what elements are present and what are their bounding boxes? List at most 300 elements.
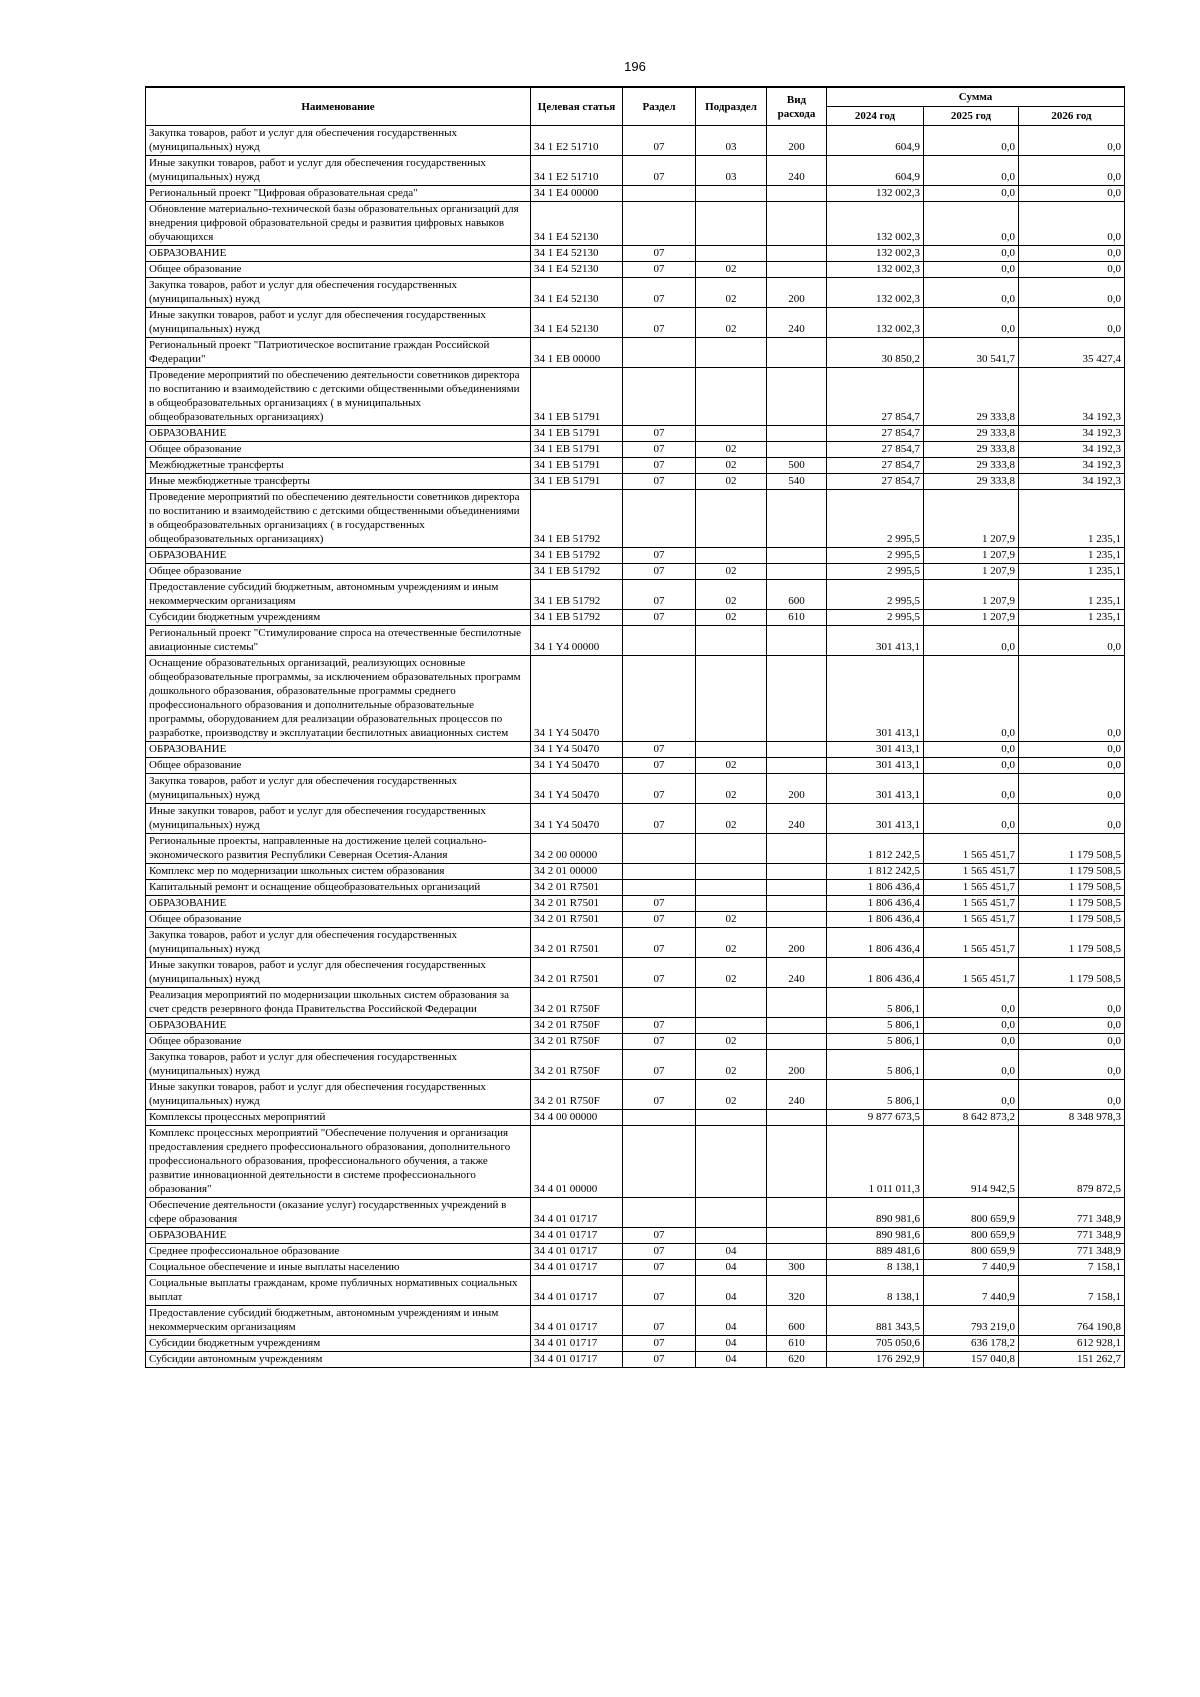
row-target-article: 34 1 E4 52130 (531, 278, 623, 308)
header-section: Раздел (623, 87, 696, 126)
row-subsection (696, 1018, 767, 1034)
row-expense-type (767, 758, 827, 774)
row-sum-2026: 612 928,1 (1019, 1336, 1125, 1352)
row-sum-2026: 34 192,3 (1019, 442, 1125, 458)
row-sum-2026: 1 179 508,5 (1019, 864, 1125, 880)
row-name: Обеспечение деятельности (оказание услуг) государственных учреждений в сфере образования (146, 1198, 531, 1228)
row-sum-2026: 879 872,5 (1019, 1126, 1125, 1198)
row-sum-2025: 0,0 (924, 308, 1019, 338)
row-subsection: 02 (696, 278, 767, 308)
row-sum-2026: 35 427,4 (1019, 338, 1125, 368)
row-subsection (696, 368, 767, 426)
row-name: Социальное обеспечение и иные выплаты населению (146, 1260, 531, 1276)
row-section (623, 626, 696, 656)
row-name: Закупка товаров, работ и услуг для обеспечения государственных (муниципальных) нужд (146, 928, 531, 958)
row-expense-type (767, 490, 827, 548)
row-sum-2026: 1 179 508,5 (1019, 912, 1125, 928)
row-expense-type: 240 (767, 308, 827, 338)
row-name: Иные межбюджетные трансферты (146, 474, 531, 490)
row-sum-2024: 27 854,7 (827, 474, 924, 490)
row-expense-type: 600 (767, 1306, 827, 1336)
row-sum-2024: 889 481,6 (827, 1244, 924, 1260)
row-sum-2025: 29 333,8 (924, 474, 1019, 490)
row-name: Межбюджетные трансферты (146, 458, 531, 474)
row-name: Обновление материально-технической базы образовательных организаций для внедрения цифровой образовательной среды и развития цифровых навыков обучающихся (146, 202, 531, 246)
row-sum-2026: 0,0 (1019, 656, 1125, 742)
row-subsection: 02 (696, 758, 767, 774)
row-section: 07 (623, 156, 696, 186)
row-subsection (696, 1228, 767, 1244)
row-target-article: 34 4 01 01717 (531, 1352, 623, 1368)
row-sum-2024: 2 995,5 (827, 564, 924, 580)
row-sum-2026: 0,0 (1019, 308, 1125, 338)
row-sum-2026: 0,0 (1019, 742, 1125, 758)
row-sum-2024: 301 413,1 (827, 774, 924, 804)
row-subsection: 03 (696, 126, 767, 156)
row-sum-2024: 1 806 436,4 (827, 880, 924, 896)
row-expense-type (767, 1110, 827, 1126)
row-sum-2025: 7 440,9 (924, 1276, 1019, 1306)
row-subsection: 02 (696, 580, 767, 610)
table-row (146, 774, 1125, 804)
row-target-article: 34 2 01 R7501 (531, 958, 623, 988)
row-expense-type (767, 246, 827, 262)
row-section: 07 (623, 126, 696, 156)
table-row (146, 1080, 1125, 1110)
row-target-article: 34 4 01 01717 (531, 1336, 623, 1352)
row-sum-2025: 1 207,9 (924, 548, 1019, 564)
row-target-article: 34 1 E4 52130 (531, 308, 623, 338)
row-target-article: 34 2 01 R7501 (531, 912, 623, 928)
row-sum-2024: 890 981,6 (827, 1228, 924, 1244)
table-row (146, 626, 1125, 656)
row-sum-2024: 1 806 436,4 (827, 896, 924, 912)
row-name: Общее образование (146, 442, 531, 458)
row-sum-2026: 0,0 (1019, 126, 1125, 156)
row-target-article: 34 4 01 01717 (531, 1306, 623, 1336)
row-section: 07 (623, 1034, 696, 1050)
row-target-article: 34 1 EB 51791 (531, 474, 623, 490)
row-subsection: 02 (696, 474, 767, 490)
header-expense-type: Вид расхода (767, 87, 827, 126)
row-sum-2025: 0,0 (924, 278, 1019, 308)
row-name: Субсидии бюджетным учреждениям (146, 610, 531, 626)
table-row (146, 610, 1125, 626)
row-subsection (696, 426, 767, 442)
row-sum-2025: 0,0 (924, 742, 1019, 758)
row-subsection (696, 864, 767, 880)
row-sum-2025: 0,0 (924, 626, 1019, 656)
row-name: Закупка товаров, работ и услуг для обеспечения государственных (муниципальных) нужд (146, 126, 531, 156)
row-sum-2025: 1 565 451,7 (924, 928, 1019, 958)
row-section: 07 (623, 758, 696, 774)
row-subsection (696, 880, 767, 896)
table-row (146, 308, 1125, 338)
row-expense-type: 240 (767, 958, 827, 988)
table-row (146, 246, 1125, 262)
row-sum-2024: 8 138,1 (827, 1276, 924, 1306)
table-row (146, 1276, 1125, 1306)
row-section (623, 880, 696, 896)
row-sum-2024: 132 002,3 (827, 246, 924, 262)
row-section: 07 (623, 958, 696, 988)
row-subsection (696, 1110, 767, 1126)
row-name: Региональный проект "Патриотическое воспитание граждан Российской Федерации" (146, 338, 531, 368)
row-sum-2024: 1 812 242,5 (827, 834, 924, 864)
row-sum-2024: 27 854,7 (827, 458, 924, 474)
row-target-article: 34 1 EB 51791 (531, 442, 623, 458)
row-name: Общее образование (146, 758, 531, 774)
row-expense-type (767, 1018, 827, 1034)
row-sum-2024: 30 850,2 (827, 338, 924, 368)
row-sum-2026: 1 179 508,5 (1019, 928, 1125, 958)
row-target-article: 34 1 E4 00000 (531, 186, 623, 202)
row-sum-2026: 1 179 508,5 (1019, 834, 1125, 864)
row-sum-2025: 7 440,9 (924, 1260, 1019, 1276)
row-sum-2026: 0,0 (1019, 1034, 1125, 1050)
row-sum-2025: 157 040,8 (924, 1352, 1019, 1368)
table-row (146, 442, 1125, 458)
row-sum-2025: 793 219,0 (924, 1306, 1019, 1336)
table-row (146, 156, 1125, 186)
row-subsection: 02 (696, 262, 767, 278)
table-row (146, 1228, 1125, 1244)
row-subsection (696, 202, 767, 246)
row-subsection: 04 (696, 1352, 767, 1368)
row-target-article: 34 2 01 R750F (531, 988, 623, 1018)
table-row (146, 1018, 1125, 1034)
row-section (623, 1110, 696, 1126)
row-target-article: 34 1 Y4 50470 (531, 774, 623, 804)
row-sum-2024: 132 002,3 (827, 262, 924, 278)
row-subsection: 02 (696, 928, 767, 958)
row-target-article: 34 2 01 R7501 (531, 928, 623, 958)
row-sum-2025: 0,0 (924, 656, 1019, 742)
row-name: Капитальный ремонт и оснащение общеобразовательных организаций (146, 880, 531, 896)
row-sum-2025: 1 565 451,7 (924, 958, 1019, 988)
row-section: 07 (623, 1260, 696, 1276)
row-section: 07 (623, 548, 696, 564)
row-name: Субсидии автономным учреждениям (146, 1352, 531, 1368)
row-name: ОБРАЗОВАНИЕ (146, 246, 531, 262)
row-sum-2026: 771 348,9 (1019, 1228, 1125, 1244)
row-section: 07 (623, 1080, 696, 1110)
header-name: Наименование (146, 87, 531, 126)
row-sum-2025: 0,0 (924, 988, 1019, 1018)
row-section: 07 (623, 1336, 696, 1352)
row-expense-type (767, 896, 827, 912)
row-target-article: 34 2 01 R750F (531, 1018, 623, 1034)
row-target-article: 34 2 01 00000 (531, 864, 623, 880)
row-sum-2025: 1 207,9 (924, 580, 1019, 610)
row-subsection: 02 (696, 804, 767, 834)
table-row (146, 186, 1125, 202)
row-expense-type (767, 864, 827, 880)
row-target-article: 34 1 E2 51710 (531, 156, 623, 186)
row-subsection: 02 (696, 458, 767, 474)
row-sum-2025: 1 207,9 (924, 610, 1019, 626)
row-section (623, 864, 696, 880)
row-sum-2025: 29 333,8 (924, 426, 1019, 442)
row-subsection: 02 (696, 774, 767, 804)
row-sum-2025: 0,0 (924, 1034, 1019, 1050)
row-section: 07 (623, 458, 696, 474)
row-sum-2026: 34 192,3 (1019, 368, 1125, 426)
table-row (146, 580, 1125, 610)
row-sum-2026: 1 235,1 (1019, 564, 1125, 580)
table-row (146, 1352, 1125, 1368)
row-sum-2025: 1 565 451,7 (924, 834, 1019, 864)
table-row (146, 880, 1125, 896)
row-name: Реализация мероприятий по модернизации школьных систем образования за счет средств резервного фонда Правительства Российской Федерации (146, 988, 531, 1018)
row-sum-2024: 2 995,5 (827, 548, 924, 564)
row-name: ОБРАЗОВАНИЕ (146, 1018, 531, 1034)
row-sum-2026: 7 158,1 (1019, 1260, 1125, 1276)
row-subsection (696, 548, 767, 564)
row-subsection (696, 186, 767, 202)
table-row (146, 1260, 1125, 1276)
row-name: Закупка товаров, работ и услуг для обеспечения государственных (муниципальных) нужд (146, 1050, 531, 1080)
row-subsection: 04 (696, 1336, 767, 1352)
row-sum-2024: 1 806 436,4 (827, 958, 924, 988)
row-section (623, 834, 696, 864)
row-expense-type (767, 912, 827, 928)
row-sum-2026: 0,0 (1019, 262, 1125, 278)
row-sum-2024: 176 292,9 (827, 1352, 924, 1368)
row-sum-2024: 705 050,6 (827, 1336, 924, 1352)
row-target-article: 34 1 EB 51791 (531, 426, 623, 442)
row-sum-2024: 132 002,3 (827, 202, 924, 246)
row-sum-2025: 0,0 (924, 262, 1019, 278)
table-row (146, 912, 1125, 928)
row-sum-2024: 1 812 242,5 (827, 864, 924, 880)
row-target-article: 34 1 EB 51792 (531, 580, 623, 610)
row-sum-2026: 0,0 (1019, 202, 1125, 246)
row-sum-2025: 0,0 (924, 774, 1019, 804)
row-name: Общее образование (146, 1034, 531, 1050)
row-section: 07 (623, 1352, 696, 1368)
row-target-article: 34 2 01 R750F (531, 1034, 623, 1050)
row-expense-type (767, 880, 827, 896)
row-name: Иные закупки товаров, работ и услуг для обеспечения государственных (муниципальных) нужд (146, 308, 531, 338)
row-sum-2026: 0,0 (1019, 246, 1125, 262)
row-name: Комплексы процессных мероприятий (146, 1110, 531, 1126)
row-expense-type: 200 (767, 126, 827, 156)
row-name: Среднее профессиональное образование (146, 1244, 531, 1260)
row-sum-2025: 29 333,8 (924, 368, 1019, 426)
row-target-article: 34 1 EB 00000 (531, 338, 623, 368)
header-year-2026: 2026 год (1019, 107, 1125, 126)
row-sum-2025: 1 207,9 (924, 564, 1019, 580)
row-sum-2025: 0,0 (924, 126, 1019, 156)
row-sum-2025: 0,0 (924, 246, 1019, 262)
row-section: 07 (623, 474, 696, 490)
row-target-article: 34 4 01 01717 (531, 1198, 623, 1228)
row-name: Комплекс мер по модернизации школьных систем образования (146, 864, 531, 880)
row-expense-type (767, 626, 827, 656)
row-expense-type (767, 548, 827, 564)
row-target-article: 34 1 Y4 50470 (531, 758, 623, 774)
row-sum-2025: 1 565 451,7 (924, 912, 1019, 928)
row-section (623, 656, 696, 742)
row-sum-2024: 301 413,1 (827, 804, 924, 834)
row-name: Закупка товаров, работ и услуг для обеспечения государственных (муниципальных) нужд (146, 278, 531, 308)
row-name: Закупка товаров, работ и услуг для обеспечения государственных (муниципальных) нужд (146, 774, 531, 804)
row-sum-2026: 0,0 (1019, 1080, 1125, 1110)
row-name: ОБРАЗОВАНИЕ (146, 548, 531, 564)
row-target-article: 34 1 EB 51791 (531, 458, 623, 474)
row-sum-2024: 301 413,1 (827, 656, 924, 742)
row-sum-2025: 8 642 873,2 (924, 1110, 1019, 1126)
row-sum-2026: 1 179 508,5 (1019, 958, 1125, 988)
row-section: 07 (623, 912, 696, 928)
table-row (146, 1244, 1125, 1260)
row-section (623, 1126, 696, 1198)
row-subsection: 04 (696, 1306, 767, 1336)
row-subsection: 02 (696, 610, 767, 626)
row-section: 07 (623, 246, 696, 262)
row-sum-2024: 301 413,1 (827, 758, 924, 774)
table-row (146, 548, 1125, 564)
row-sum-2026: 764 190,8 (1019, 1306, 1125, 1336)
row-sum-2024: 1 806 436,4 (827, 928, 924, 958)
row-sum-2026: 0,0 (1019, 774, 1125, 804)
row-sum-2026: 1 179 508,5 (1019, 880, 1125, 896)
row-sum-2026: 0,0 (1019, 758, 1125, 774)
row-sum-2026: 1 235,1 (1019, 490, 1125, 548)
row-target-article: 34 4 01 01717 (531, 1260, 623, 1276)
row-sum-2025: 1 207,9 (924, 490, 1019, 548)
table-row (146, 988, 1125, 1018)
row-section: 07 (623, 896, 696, 912)
table-row (146, 864, 1125, 880)
page-number: 196 (624, 59, 646, 74)
row-target-article: 34 4 01 00000 (531, 1126, 623, 1198)
table-row (146, 834, 1125, 864)
row-name: Предоставление субсидий бюджетным, автономным учреждениям и иным некоммерческим организациям (146, 580, 531, 610)
row-expense-type (767, 1198, 827, 1228)
row-sum-2026: 0,0 (1019, 278, 1125, 308)
row-target-article: 34 4 01 01717 (531, 1228, 623, 1244)
row-name: Предоставление субсидий бюджетным, автономным учреждениям и иным некоммерческим организациям (146, 1306, 531, 1336)
row-sum-2025: 1 565 451,7 (924, 864, 1019, 880)
row-expense-type: 200 (767, 928, 827, 958)
row-sum-2024: 27 854,7 (827, 442, 924, 458)
row-target-article: 34 4 01 01717 (531, 1276, 623, 1306)
row-section: 07 (623, 928, 696, 958)
row-sum-2026: 151 262,7 (1019, 1352, 1125, 1368)
row-section: 07 (623, 1018, 696, 1034)
row-sum-2026: 771 348,9 (1019, 1244, 1125, 1260)
table-row (146, 1126, 1125, 1198)
row-name: Проведение мероприятий по обеспечению деятельности советников директора по воспитанию и взаимодействию с детскими общественными объединениями в общеобразовательных организациях ( в муниципальных общеобразовательных организациях) (146, 368, 531, 426)
row-sum-2026: 7 158,1 (1019, 1276, 1125, 1306)
row-sum-2025: 0,0 (924, 804, 1019, 834)
row-sum-2026: 0,0 (1019, 156, 1125, 186)
row-sum-2026: 0,0 (1019, 1050, 1125, 1080)
row-subsection (696, 490, 767, 548)
row-expense-type (767, 338, 827, 368)
row-subsection: 02 (696, 308, 767, 338)
row-subsection (696, 988, 767, 1018)
row-subsection: 02 (696, 958, 767, 988)
row-sum-2024: 604,9 (827, 126, 924, 156)
row-section: 07 (623, 774, 696, 804)
row-sum-2025: 29 333,8 (924, 458, 1019, 474)
row-target-article: 34 1 E4 52130 (531, 246, 623, 262)
row-sum-2024: 301 413,1 (827, 626, 924, 656)
row-target-article: 34 1 E4 52130 (531, 202, 623, 246)
table-row (146, 758, 1125, 774)
table-row (146, 564, 1125, 580)
row-name: Общее образование (146, 912, 531, 928)
row-sum-2024: 890 981,6 (827, 1198, 924, 1228)
row-sum-2024: 1 806 436,4 (827, 912, 924, 928)
row-section: 07 (623, 804, 696, 834)
row-target-article: 34 1 Y4 50470 (531, 804, 623, 834)
row-name: Региональный проект "Цифровая образовательная среда" (146, 186, 531, 202)
row-sum-2026: 1 235,1 (1019, 610, 1125, 626)
row-sum-2025: 1 565 451,7 (924, 896, 1019, 912)
row-subsection: 02 (696, 442, 767, 458)
row-expense-type: 240 (767, 156, 827, 186)
row-name: Иные закупки товаров, работ и услуг для обеспечения государственных (муниципальных) нужд (146, 804, 531, 834)
table-row (146, 202, 1125, 246)
row-sum-2025: 800 659,9 (924, 1198, 1019, 1228)
row-name: Оснащение образовательных организаций, реализующих основные общеобразовательные программы, за исключением образовательных программ дошкольного образования, образовательные программы среднего профессионального образования и дополнительные образовательные программы, оборудованием для реализации образовательных процессов по разработке, производству и эксплуатации беспилотных авиационных систем (146, 656, 531, 742)
row-sum-2025: 0,0 (924, 156, 1019, 186)
row-expense-type: 200 (767, 774, 827, 804)
row-section: 07 (623, 426, 696, 442)
table-body (146, 126, 1125, 1368)
row-sum-2024: 132 002,3 (827, 278, 924, 308)
row-sum-2024: 5 806,1 (827, 1080, 924, 1110)
table-row (146, 958, 1125, 988)
row-sum-2024: 27 854,7 (827, 368, 924, 426)
row-sum-2026: 0,0 (1019, 186, 1125, 202)
row-section: 07 (623, 1228, 696, 1244)
row-expense-type (767, 262, 827, 278)
row-sum-2025: 914 942,5 (924, 1126, 1019, 1198)
row-sum-2026: 0,0 (1019, 1018, 1125, 1034)
row-sum-2025: 0,0 (924, 202, 1019, 246)
row-sum-2026: 8 348 978,3 (1019, 1110, 1125, 1126)
row-subsection: 02 (696, 912, 767, 928)
table-row (146, 490, 1125, 548)
row-subsection (696, 1198, 767, 1228)
row-target-article: 34 4 01 01717 (531, 1244, 623, 1260)
row-section (623, 186, 696, 202)
row-expense-type: 240 (767, 1080, 827, 1110)
row-sum-2026: 771 348,9 (1019, 1198, 1125, 1228)
table-row (146, 1336, 1125, 1352)
row-sum-2025: 800 659,9 (924, 1244, 1019, 1260)
row-sum-2025: 0,0 (924, 186, 1019, 202)
header-sum: Сумма (827, 87, 1125, 107)
row-sum-2024: 132 002,3 (827, 186, 924, 202)
row-expense-type (767, 1126, 827, 1198)
row-expense-type: 200 (767, 278, 827, 308)
row-subsection (696, 338, 767, 368)
row-sum-2026: 1 179 508,5 (1019, 896, 1125, 912)
row-target-article: 34 1 EB 51791 (531, 368, 623, 426)
row-target-article: 34 1 E4 52130 (531, 262, 623, 278)
row-section (623, 988, 696, 1018)
row-expense-type (767, 426, 827, 442)
table-row (146, 338, 1125, 368)
row-section (623, 490, 696, 548)
table-row (146, 1034, 1125, 1050)
